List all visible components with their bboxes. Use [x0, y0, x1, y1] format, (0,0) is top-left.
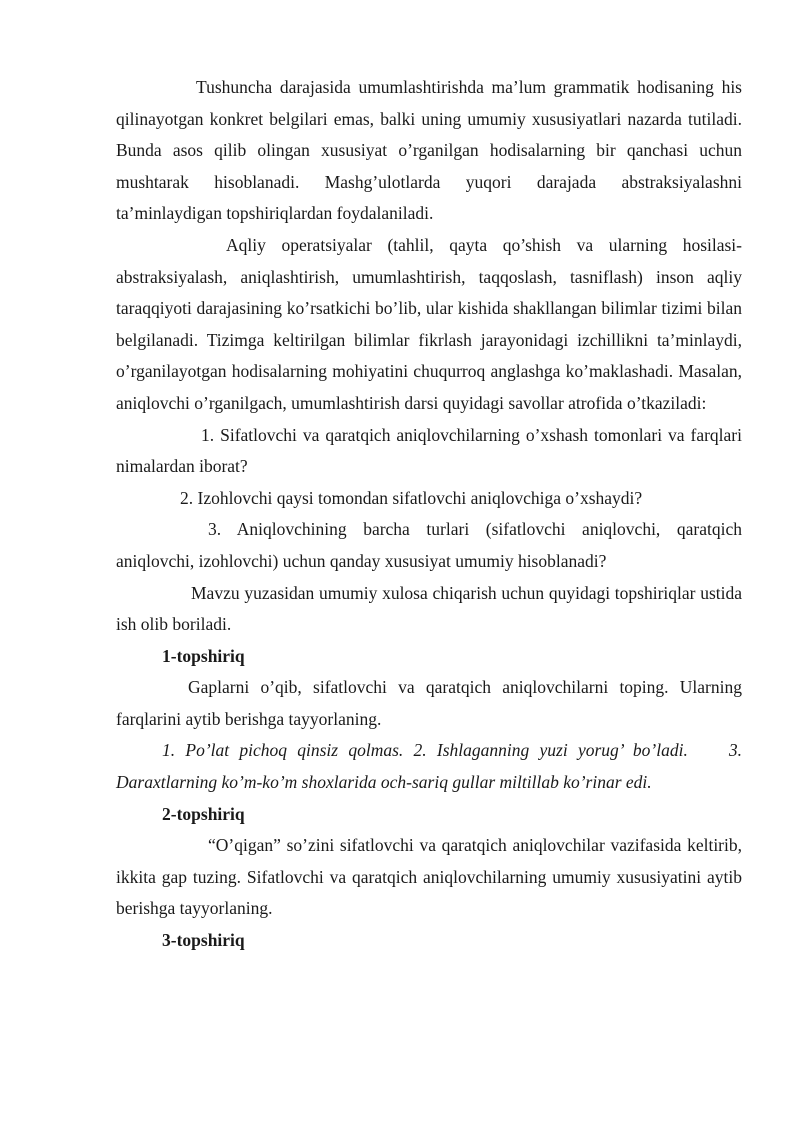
task-1-examples: 1. Po’lat pichoq qinsiz qolmas. 2. Ishlaganning yuzi yorug’ bo’ladi. 3. Daraxtlarning ko’m-ko’m shoxlarida och-sariq gullar miltillab ko’rinar edi.	[116, 740, 747, 793]
document-page	[116, 72, 747, 957]
task-3-heading: 3-topshiriq	[162, 930, 245, 951]
paragraph-mental-operations: Aqliy operatsiyalar (tahlil, qayta qo’shish va ularning hosilasi-abstraksiyalash, aniqlashtirish, umumlashtirish, taqqoslash, tasniflash) inson aqliy taraqqiyoti darajasining ko’rsatkichi bo’lib, ular kishida shakllangan bilimlar tizimi bilan belgilanadi. Tizimga keltirilgan bilimlar fikrlash jarayonidagi izchillikni ta’minlaydi, o’rganilayotgan hodisalarning mohiyatini chuqurroq anglashga ko’maklashadi. Masalan, aniqlovchi o’rganilgach, umumlashtirish darsi quyidagi savollar atrofida o’tkaziladi:	[116, 234, 742, 413]
question-3: 3. Aniqlovchining barcha turlari (sifatlovchi aniqlovchi, qaratqich aniqlovchi, izohlovchi) uchun qanday xususiyat umumiy hisoblanadi?	[116, 519, 742, 571]
question-1: 1. Sifatlovchi va qaratqich aniqlovchilarning o’xshash tomonlari va farqlari nimalardan iborat?	[116, 424, 742, 477]
paragraph-generalization: Tushuncha darajasida umumlashtirishda ma’lum grammatik hodisaning his qilinayotgan konkret belgilari emas, balki uning umumiy xususiyatlari nazarda tutiladi. Bunda asos qilib olingan xususiyat o’rganilgan hodisalarning bir qanchasi uchun mushtarak hisoblanadi. Mashg’ulotlarda yuqori darajada abstraksiyalashni ta’minlaydigan topshiriqlardan foydalaniladi.	[116, 77, 742, 224]
paragraph-conclusion: Mavzu yuzasidan umumiy xulosa chiqarish uchun quyidagi topshiriqlar ustida ish olib boriladi.	[116, 582, 742, 635]
question-2: 2. Izohlovchi qaysi tomondan sifatlovchi aniqlovchiga o’xshaydi?	[180, 487, 643, 508]
task-2-text: “O’qigan” so’zini sifatlovchi va qaratqich aniqlovchilar vazifasida keltirib, ikkita gap tuzing. Sifatlovchi va qaratqich aniqlovchilarning umumiy xususiyatini aytib berishga tayyorlaning.	[116, 835, 742, 919]
task-2-heading: 2-topshiriq	[162, 803, 245, 824]
task-1-heading: 1-topshiriq	[162, 645, 245, 666]
task-1-text: Gaplarni o’qib, sifatlovchi va qaratqich aniqlovchilarni toping. Ularning farqlarini aytib berishga tayyorlaning.	[116, 677, 742, 729]
